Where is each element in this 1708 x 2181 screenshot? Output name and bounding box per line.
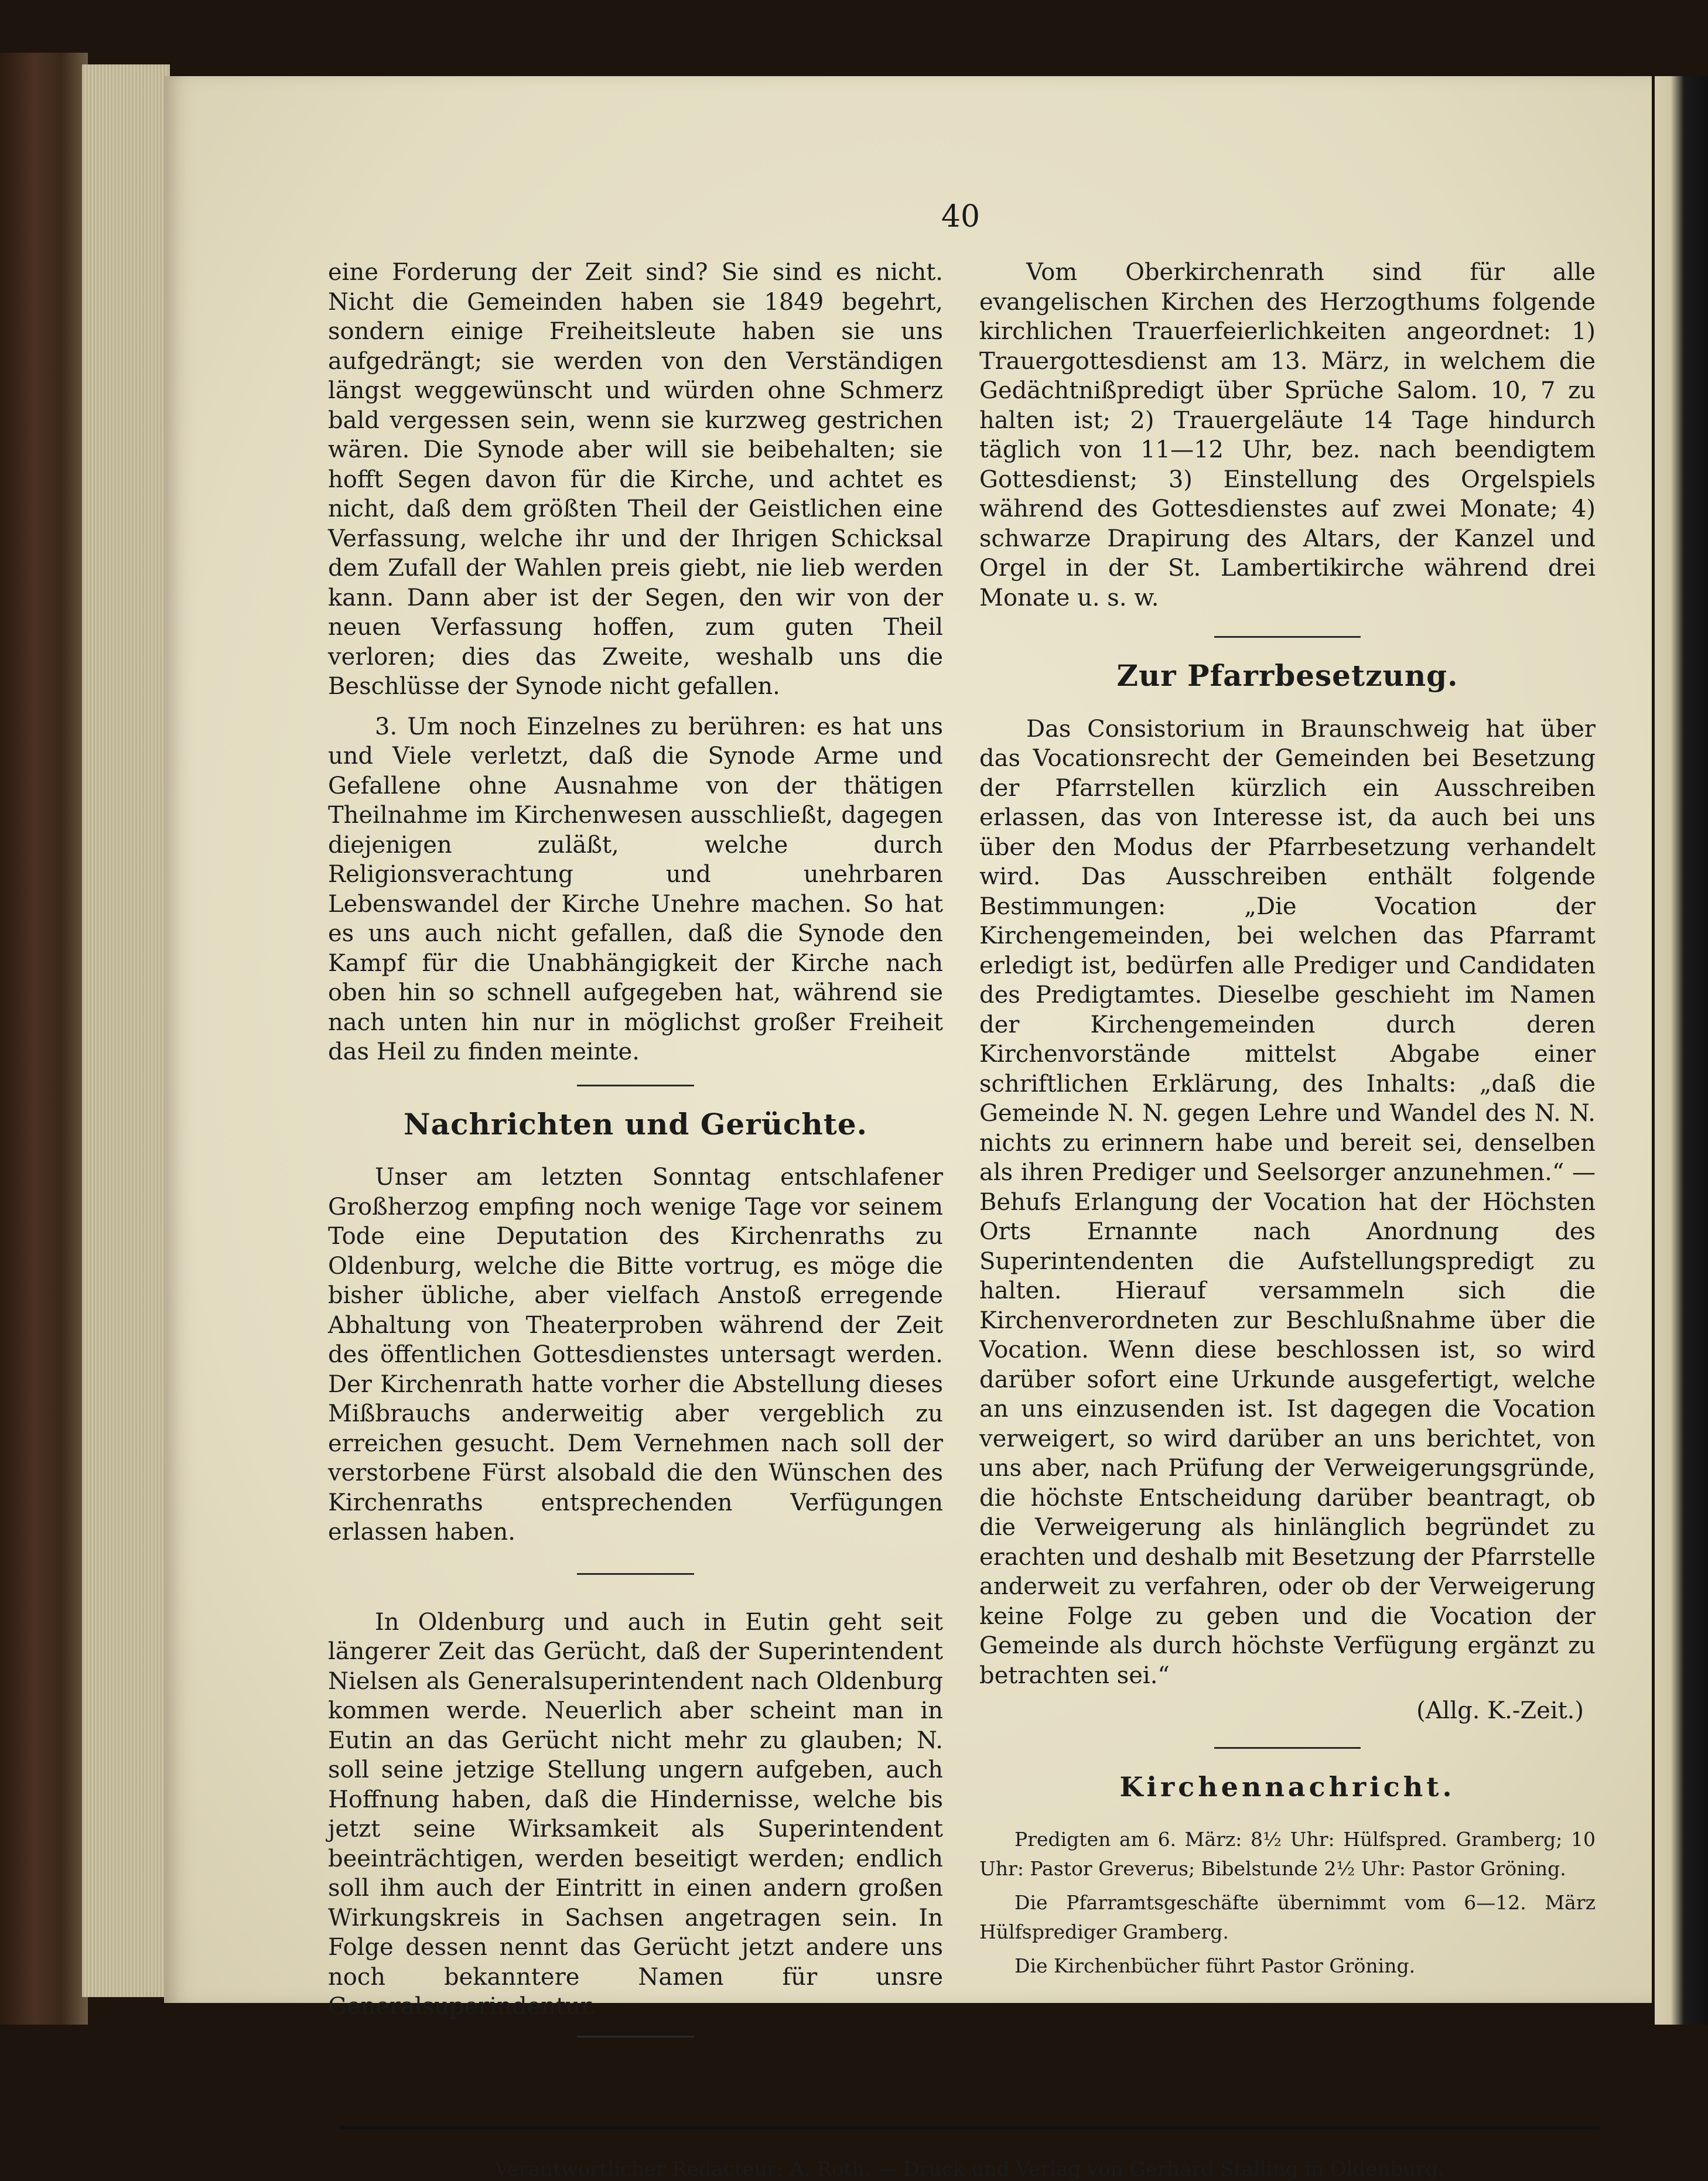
- left-paragraph-2: 3. Um noch Einzelnes zu berühren: es hat uns und Viele verletzt, daß die Synode Arme und Gefallene ohne Ausnahme von der thätigen Theilnahme im Kirchenwesen ausschließt, dagegen diejenigen zuläßt, welche durch Religionsverachtung und unehrbaren Lebenswandel der Kirche Unehre machen. So hat es uns auch nicht gefallen, daß die Synode den Kampf für die Unabhängigkeit der Kirche nach oben hin so schnell aufgegeben hat, während sie nach unten hin nur in möglichst großer Freiheit das Heil zu finden meinte.: [328, 713, 943, 1065]
- facing-page-edge: [1655, 76, 1708, 2025]
- section-divider: [577, 1573, 694, 1575]
- page-edges: [82, 64, 170, 1997]
- notice-church-books: Die Kirchenbücher führt Pastor Gröning.: [1014, 1954, 1416, 1977]
- right-paragraph-2: Das Consistorium in Braunschweig hat über das Vocationsrecht der Gemeinden bei Besetzung der Pfarrstellen kürzlich ein Ausschreiben erlassen, das von Interesse ist, da auch bei uns über den Modus der Pfarrbesetzung verhandelt wird. Das Ausschreiben enthält folgende Bestimmungen: „Die Vocation der Kirchengemeinden, bei welchen das Pfarramt erledigt ist, bedürfen alle Prediger und Candidaten des Predigtamtes. Dieselbe geschieht im Namen der Kirchengemeinden durch deren Kirchenvorstände mittelst Abgabe einer schriftlichen Erklärung, des Inhalts: „daß die Gemeinde N. N. gegen Lehre und Wandel des N. N. nichts zu erinnern habe und bereit sei, denselben als ihren Prediger und Seelsorger anzunehmen.“ — Behufs Erlangung der Vocation hat der Höchsten Orts Ernannte nach Anordnung des Superintendenten die Aufstellungspredigt zu halten. Hierauf versammeln sich die Kirchenverordneten zur Beschlußnahme über die Vocation. Wenn diese beschlossen ist, so wird darüber sofort eine Urkunde ausgefertigt, welche an uns einzusenden ist. Ist dagegen die Vocation verweigert, so wird darüber an uns berichtet, von uns aber, nach Prüfung der Verweigerungsgründe, die höchste Entscheidung darüber beantragt, ob die Verweigerung als hinlänglich begründet zu erachten und deshalb mit Besetzung der Pfarrstelle anderweit zu verfahren, oder ob der Verweigerung keine Folge zu geben und die Vocation der Gemeinde als durch höchste Verfügung ergänzt zu betrachten sei.“: [979, 715, 1596, 1689]
- left-paragraph-1: eine Forderung der Zeit sind? Sie sind es nicht. Nicht die Gemeinden haben sie 1849 begehrt, sondern einige Freiheitsleute haben sie uns aufgedrängt; sie werden von den Verständigen längst weggewünscht und würden ohne Schmerz bald vergessen sein, wenn sie kurzweg gestrichen wären. Die Synode aber will sie beibehalten; sie hofft Segen davon für die Kirche, und achtet es nicht, daß dem größten Theil der Geistlichen eine Verfassung, welche ihr und der Ihrigen Schicksal dem Zufall der Wahlen preis giebt, nie lieb werden kann. Dann aber ist der Segen, den wir von der neuen Verfassung hoffen, zum guten Theil verloren; dies das Zweite, weshalb uns die Beschlüsse der Synode nicht gefallen.: [328, 259, 943, 700]
- heading-news: Nachrichten und Gerüchte.: [403, 1106, 868, 1141]
- right-paragraph-1: Vom Oberkirchenrath sind für alle evangelischen Kirchen des Herzogthums folgende kirchlichen Trauerfeierlichkeiten angeordnet: 1) Trauergottesdienst am 13. März, in welchem die Gedächtnißpredigt über Sprüche Salom. 10, 7 zu halten ist; 2) Trauergeläute 14 Tage hindurch täglich von 11—12 Uhr, bez. nach beendigtem Gottesdienst; 3) Einstellung des Orgelspiels während des Gottesdienstes auf zwei Monate; 4) schwarze Drapirung des Altars, der Kanzel und Orgel in der St. Lambertikirche während drei Monate u. s. w.: [979, 259, 1596, 611]
- footer-rule: [340, 2126, 1599, 2129]
- left-paragraph-3: Unser am letzten Sonntag entschlafener Großherzog empfing noch wenige Tage vor seinem Tode eine Deputation des Kirchenraths zu Oldenburg, welche die Bitte vortrug, es möge die bisher übliche, aber vielfach Anstoß erregende Abhaltung von Theaterproben während der Zeit des öffentlichen Gottesdienstes untersagt werden. Der Kirchenrath hatte vorher die Abstellung dieses Mißbrauchs anderweitig aber vergeblich zu erreichen gesucht. Dem Vernehmen nach soll der verstorbene Fürst alsobald die den Wünschen des Kirchenraths entsprechenden Verfügungen erlassen haben.: [328, 1164, 943, 1546]
- source-citation: (Allg. K.-Zeit.): [1416, 1697, 1584, 1724]
- section-divider: [577, 1085, 694, 1086]
- heading-kirchennachricht: Kirchennachricht.: [1119, 1770, 1456, 1803]
- notice-sermons: Predigten am 6. März: 8½ Uhr: Hülfspred. Gramberg; 10 Uhr: Pastor Greverus; Bibelstunde 2½ Uhr: Pastor Gröning.: [979, 1828, 1596, 1880]
- section-divider: [1214, 1747, 1361, 1749]
- book-cover-edge: [0, 53, 88, 2025]
- church-notices: [979, 1825, 1596, 1981]
- left-paragraph-4: In Oldenburg und auch in Eutin geht seit längerer Zeit das Gerücht, daß der Superintendent Nielsen als Generalsuperintendent nach Oldenburg kommen werde. Neuerlich aber scheint man in Eutin an das Gerücht nicht mehr zu glauben; N. soll seine jetzige Stellung ungern aufgeben, auch Hoffnung haben, daß die Hindernisse, welche bis jetzt seine Wirksamkeit als Superintendent beeinträchtigen, werden beseitigt werden; endlich soll ihm auch der Eintritt in einen andern großen Wirkungskreis in Sachsen angetragen sein. In Folge dessen nennt das Gerücht jetzt andere uns noch bekanntere Namen für unsre Generalsuperindentur.: [328, 1608, 943, 2020]
- left-column: [328, 258, 943, 2052]
- section-divider: [1214, 636, 1361, 638]
- section-divider: [577, 2036, 694, 2038]
- page-number: 40: [941, 199, 981, 234]
- right-column: [979, 258, 1596, 1985]
- imprint-footer: Verantwortlicher Redacteur: A. Roth. — Druck und Verlag von Gerhard Stalling in Oldenburg.: [494, 2158, 1444, 2181]
- notice-parish-duties: Die Pfarramtsgeschäfte übernimmt vom 6—12. März Hülfsprediger Gramberg.: [979, 1891, 1596, 1943]
- heading-pfarrbesetzung: Zur Pfarrbesetzung.: [1116, 658, 1458, 693]
